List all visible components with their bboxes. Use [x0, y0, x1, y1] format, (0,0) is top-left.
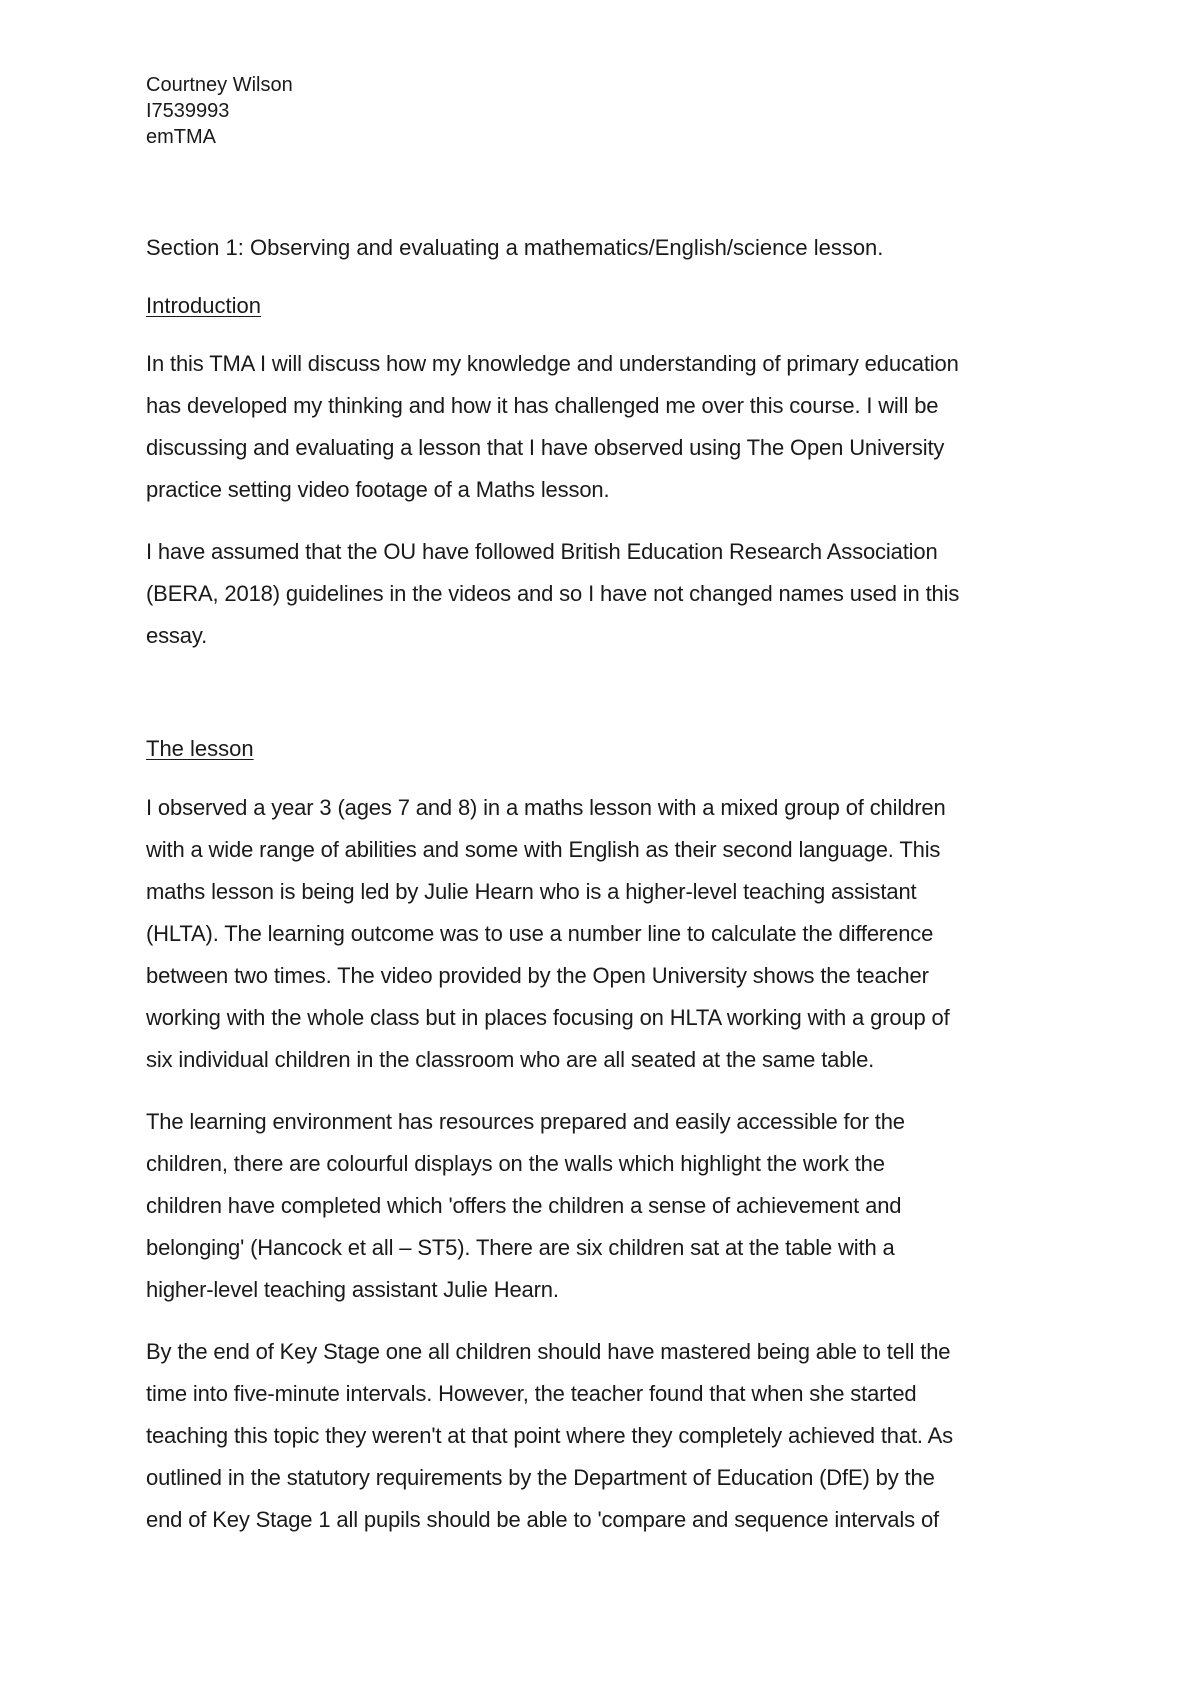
text-line: teaching this topic they weren't at that point where they completely achieved that. As: [146, 1423, 953, 1448]
document-type: emTMA: [146, 126, 216, 148]
introduction-paragraph-2: [146, 531, 1076, 657]
text-line: time into five-minute intervals. However, the teacher found that when she started: [146, 1381, 917, 1406]
text-line: outlined in the statutory requirements by the Department of Education (DfE) by the: [146, 1465, 935, 1490]
text-line: has developed my thinking and how it has challenged me over this course. I will be: [146, 393, 939, 418]
text-line: discussing and evaluating a lesson that I have observed using The Open University: [146, 435, 945, 460]
text-line: (BERA, 2018) guidelines in the videos and so I have not changed names used in this: [146, 581, 960, 606]
lesson-heading: The lesson: [146, 736, 254, 761]
text-line: working with the whole class but in places focusing on HLTA working with a group of: [146, 1005, 950, 1030]
introduction-heading: Introduction: [146, 293, 261, 318]
text-line: In this TMA I will discuss how my knowledge and understanding of primary education: [146, 351, 959, 376]
text-line: between two times. The video provided by the Open University shows the teacher: [146, 963, 929, 988]
text-line: children, there are colourful displays on the walls which highlight the work the: [146, 1151, 885, 1176]
lesson-paragraph-2: [146, 1101, 1076, 1311]
student-id: I7539993: [146, 100, 230, 122]
lesson-paragraph-1: [146, 787, 1076, 1081]
text-line: essay.: [146, 623, 208, 648]
text-line: I observed a year 3 (ages 7 and 8) in a maths lesson with a mixed group of children: [146, 795, 946, 820]
text-line: six individual children in the classroom who are all seated at the same table.: [146, 1047, 875, 1072]
text-line: higher-level teaching assistant Julie Hearn.: [146, 1277, 559, 1302]
text-line: The learning environment has resources prepared and easily accessible for the: [146, 1109, 905, 1134]
text-line: children have completed which 'offers the children a sense of achievement and: [146, 1193, 902, 1218]
text-line: with a wide range of abilities and some with English as their second language. This: [146, 837, 941, 862]
text-line: belonging' (Hancock et all – ST5). There are six children sat at the table with a: [146, 1235, 895, 1260]
text-line: (HLTA). The learning outcome was to use a number line to calculate the difference: [146, 921, 934, 946]
section-title: Section 1: Observing and evaluating a mathematics/English/science lesson.: [146, 235, 884, 260]
lesson-paragraph-3: [146, 1331, 1076, 1541]
author-name: Courtney Wilson: [146, 74, 293, 96]
text-line: I have assumed that the OU have followed British Education Research Association: [146, 539, 938, 564]
introduction-paragraph-1: [146, 343, 1076, 511]
author-header: [146, 72, 1076, 150]
text-line: end of Key Stage 1 all pupils should be able to 'compare and sequence intervals of: [146, 1507, 939, 1532]
text-line: maths lesson is being led by Julie Hearn who is a higher-level teaching assistant: [146, 879, 917, 904]
text-line: By the end of Key Stage one all children should have mastered being able to tell the: [146, 1339, 951, 1364]
text-line: practice setting video footage of a Maths lesson.: [146, 477, 610, 502]
